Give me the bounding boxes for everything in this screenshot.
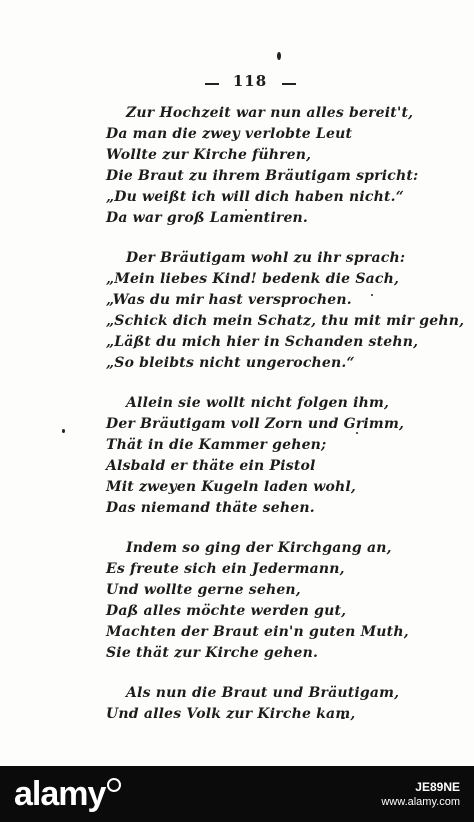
page-number: 118 — [232, 72, 268, 90]
stanza — [0, 393, 474, 519]
verse-line: Die Braut zu ihrem Bräutigam spricht: — [106, 168, 419, 184]
verse-line: Wollte zur Kirche führen, — [106, 147, 312, 163]
verse-line: „Läßt du mich hier in Schanden stehn, — [106, 334, 419, 350]
stanza — [0, 248, 474, 374]
verse-line: Allein sie wollt nicht folgen ihm, — [126, 395, 390, 411]
verse-line: Zur Hochzeit war nun alles bereit't, — [126, 105, 414, 121]
ink-speck — [277, 52, 281, 60]
header-dash-left — [205, 83, 219, 85]
verse-line: „So bleibts nicht ungerochen.“ — [106, 355, 355, 371]
verse-line: Und wollte gerne sehen, — [106, 582, 301, 598]
verse-line: Als nun die Braut und Bräutigam, — [126, 685, 400, 701]
stanza — [0, 683, 474, 725]
poem — [0, 103, 474, 744]
verse-line: „Mein liebes Kind! bedenk die Sach, — [106, 271, 400, 287]
verse-line: Da war groß Lamentiren. — [106, 210, 309, 226]
verse-line: Es freute sich ein Jedermann, — [106, 561, 345, 577]
verse-line: Daß alles möchte werden gut, — [106, 603, 347, 619]
stanza — [0, 103, 474, 229]
page-header — [200, 72, 300, 92]
verse-line: Thät in die Kammer gehen; — [106, 437, 327, 453]
stanza — [0, 538, 474, 664]
verse-line: Und alles Volk zur Kirche kam, — [106, 706, 356, 722]
verse-line: „Du weißt ich will dich haben nicht.“ — [106, 189, 404, 205]
verse-line: Da man die zwey verlobte Leut — [106, 126, 353, 142]
header-dash-right — [282, 83, 296, 85]
verse-line: Machten der Braut ein'n guten Muth, — [106, 624, 409, 640]
watermark-banner — [0, 766, 474, 822]
verse-line: Sie thät zur Kirche gehen. — [106, 645, 319, 661]
site-url: www.alamy.com — [381, 796, 460, 808]
verse-line: Der Bräutigam wohl zu ihr sprach: — [126, 250, 406, 266]
verse-line: Indem so ging der Kirchgang an, — [126, 540, 392, 556]
alamy-logo — [14, 774, 121, 814]
verse-line: Der Bräutigam voll Zorn und Grimm, — [106, 416, 405, 432]
image-meta — [381, 780, 460, 809]
verse-line: Das niemand thäte sehen. — [106, 500, 315, 516]
logo-text: alamy — [14, 775, 106, 813]
verse-line: Alsbald er thäte ein Pistol — [106, 458, 316, 474]
verse-line: „Was du mir hast versprochen. — [106, 292, 352, 308]
image-id: JE89NE — [415, 780, 460, 794]
verse-line: „Schick dich mein Schatz, thu mit mir gehn, — [106, 313, 465, 329]
logo-mark-icon — [107, 778, 121, 792]
verse-line: Mit zweyen Kugeln laden wohl, — [106, 479, 356, 495]
